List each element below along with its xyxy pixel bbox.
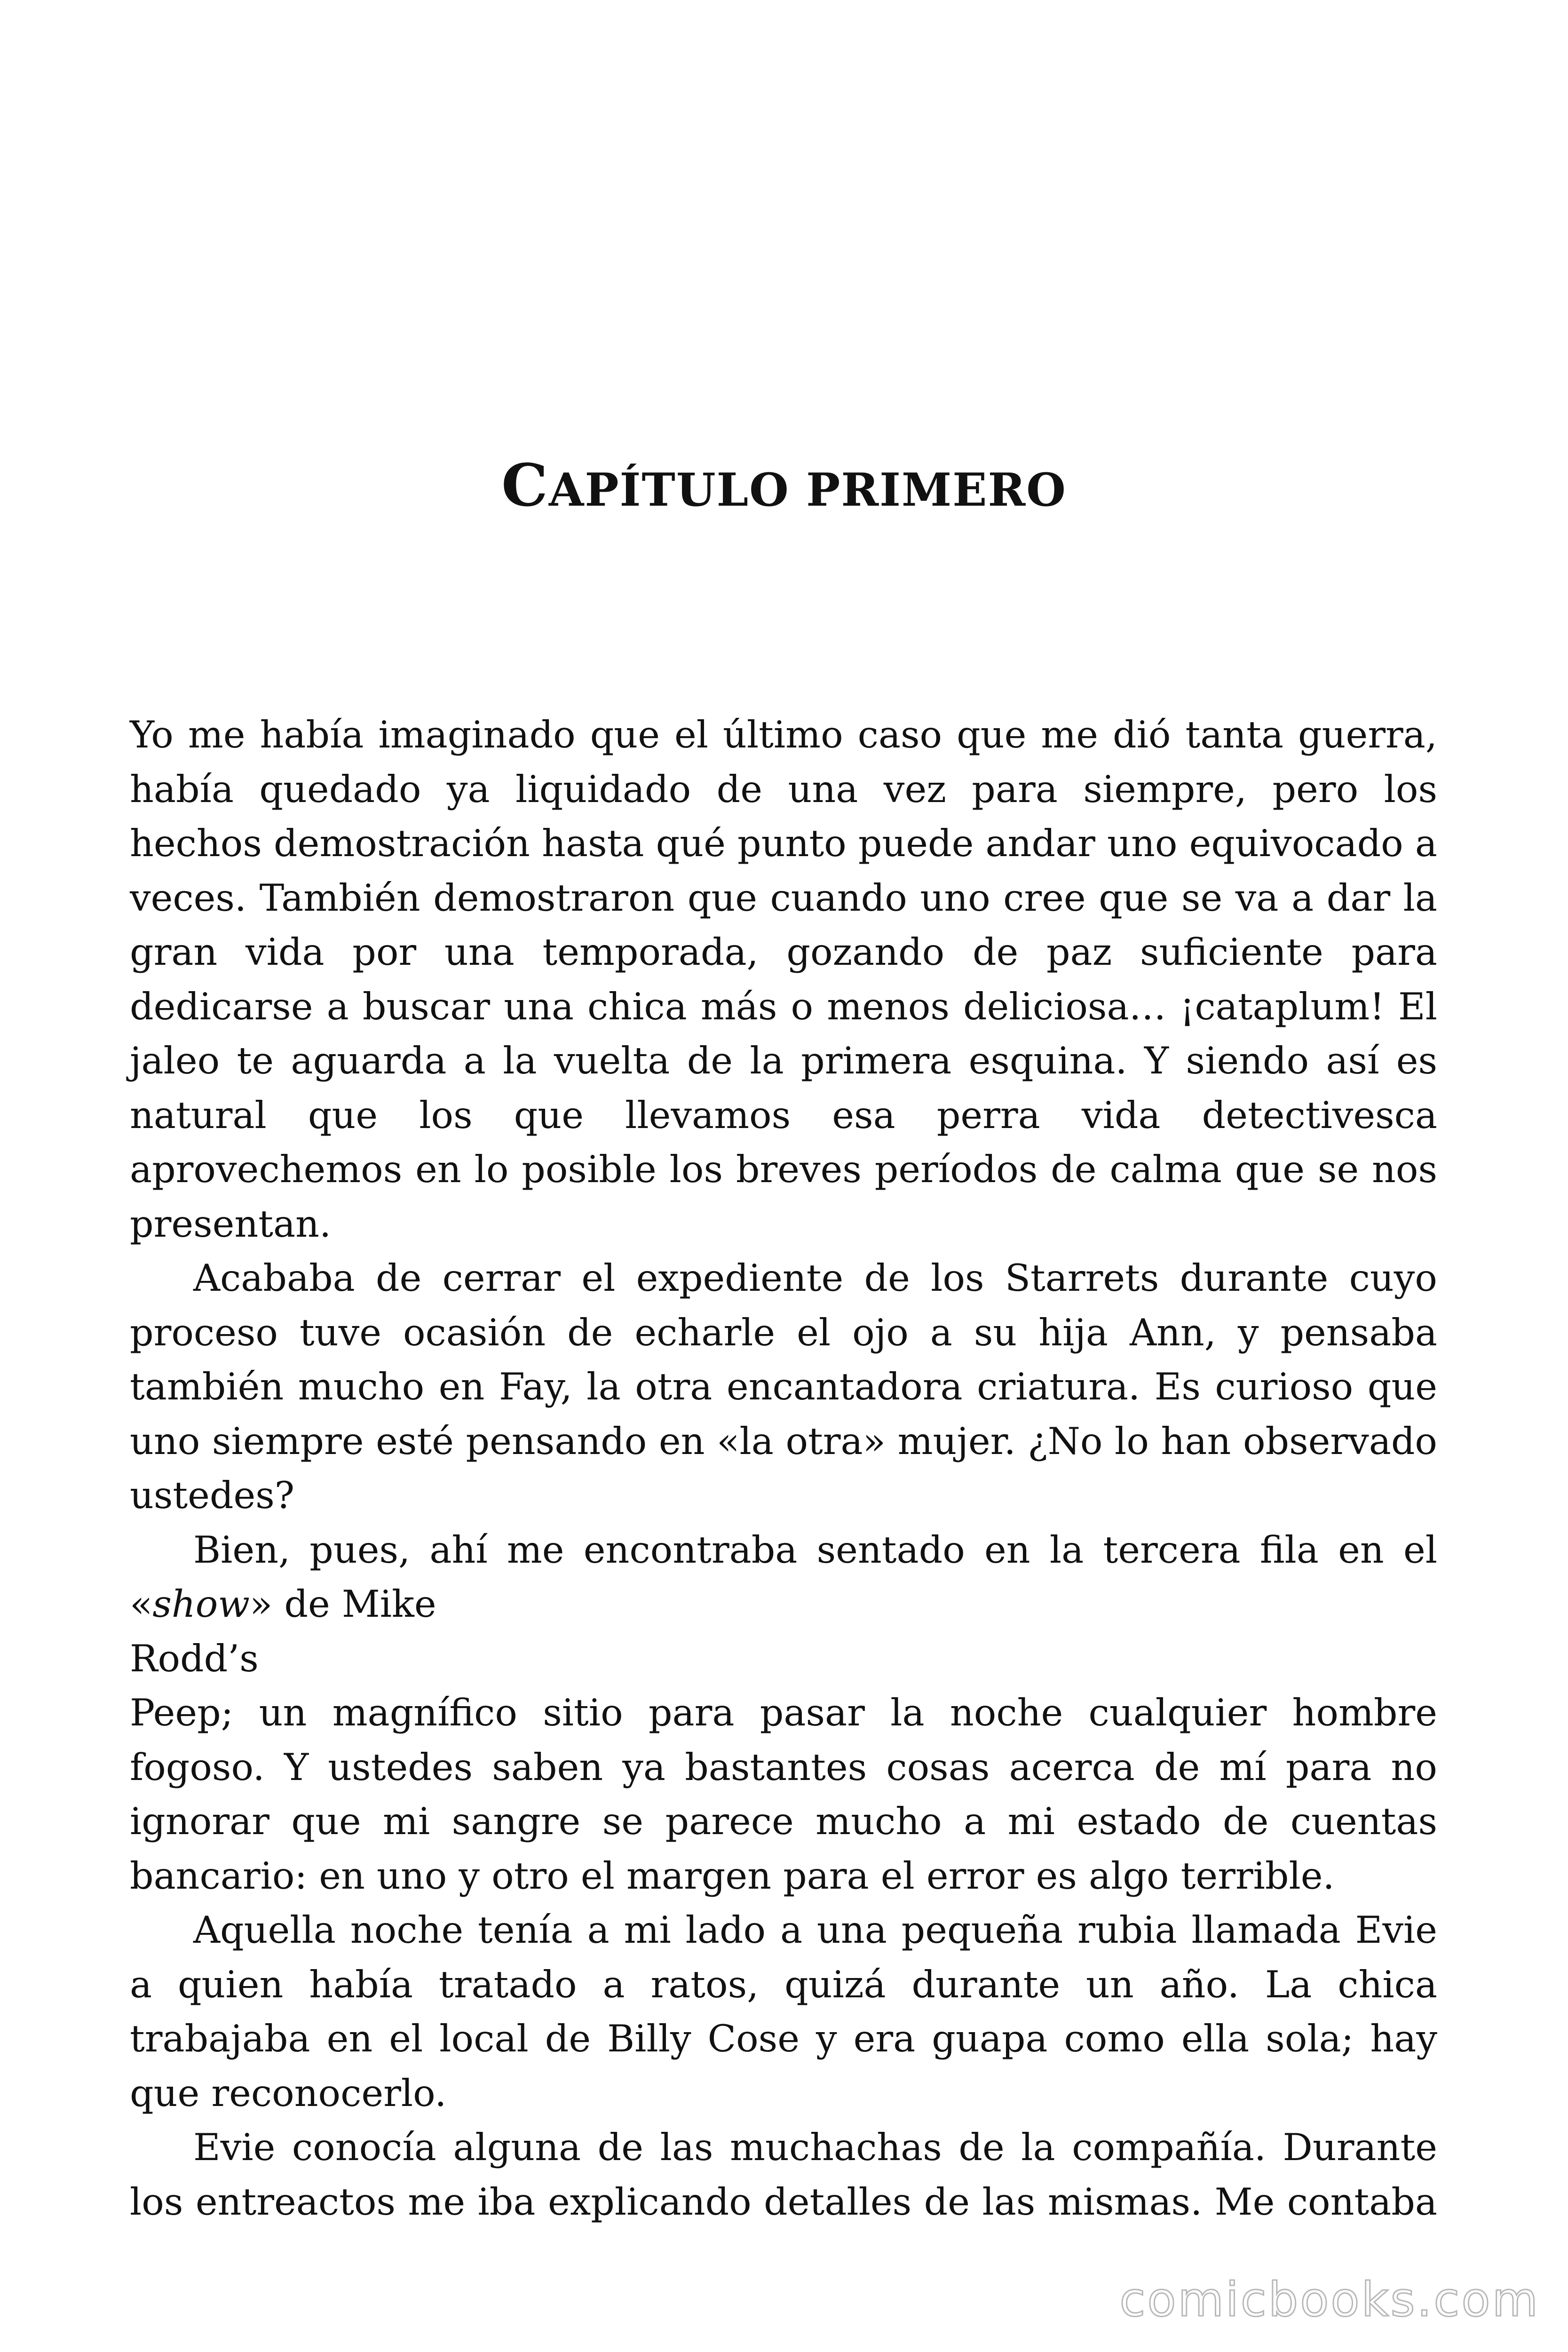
paragraph-2: Acababa de cerrar el expediente de los Starrets durante cuyo proceso tuve ocasión de echarle el ojo a su hija Ann, y pensaba también mucho en Fay, la otra encantadora criatura. Es curioso que uno siempre esté pensando en «la otra» mujer. ¿No lo han observado ustedes? [130,1256,1437,1517]
chapter-title-rest: APÍTULO PRIMERO [548,463,1067,516]
open-quote: « [130,1582,153,1626]
paragraph-4: Aquella noche tenía a mi lado a una pequeña rubia llamada Evie a quien había tratado a ratos, quizá durante un año. La chica trabajaba en el local de Billy Cose y era guapa como ella sola; hay que reconocerlo. [130,1908,1437,2115]
chapter-body [130,708,1437,2229]
close-quote-text: » de Mike [249,1582,436,1626]
paragraph-5: Evie conocía alguna de las muchachas de la compañía. Durante los entreactos me iba explicando detalles de las mismas. Me contaba [130,2126,1437,2224]
chapter-title-initial: C [501,452,549,520]
italic-show: show [152,1582,250,1626]
chapter-title [0,452,1568,520]
paragraph-3 [130,1523,1437,1904]
watermark: comicbooks.com [1119,2272,1540,2327]
paragraph-3-line-2 [130,1577,1437,1632]
paragraph-3-rest: Peep; un magnífico sitio para pasar la noche cualquier hombre fogoso. Y ustedes saben ya bastantes cosas acerca de mí para no ignorar que mi sangre se parece mucho a mi estado de cuentas bancario: en uno y otro el margen para el error es algo terrible. [130,1691,1437,1898]
paragraph-3-line-1: Bien, pues, ahí me encontraba sentado en la tercera fila en el [193,1528,1437,1572]
paragraph-3-line-3: Rodd’s [130,1637,259,1680]
paragraph-1: Yo me había imaginado que el último caso que me dió tanta guerra, había quedado ya liquidado de una vez para siempre, pero los hechos demostración hasta qué punto puede andar uno equivocado a veces. También demostraron que cuando uno cree que se va a dar la gran vida por una temporada, gozando de paz suficiente para dedicarse a buscar una chica más o menos deliciosa… ¡cataplum! El jaleo te aguarda a la vuelta de la primera esquina. Y siendo así es natural que los que llevamos esa perra vida detectivesca aprovechemos en lo posible los breves períodos de calma que se nos presentan. [130,713,1437,1246]
